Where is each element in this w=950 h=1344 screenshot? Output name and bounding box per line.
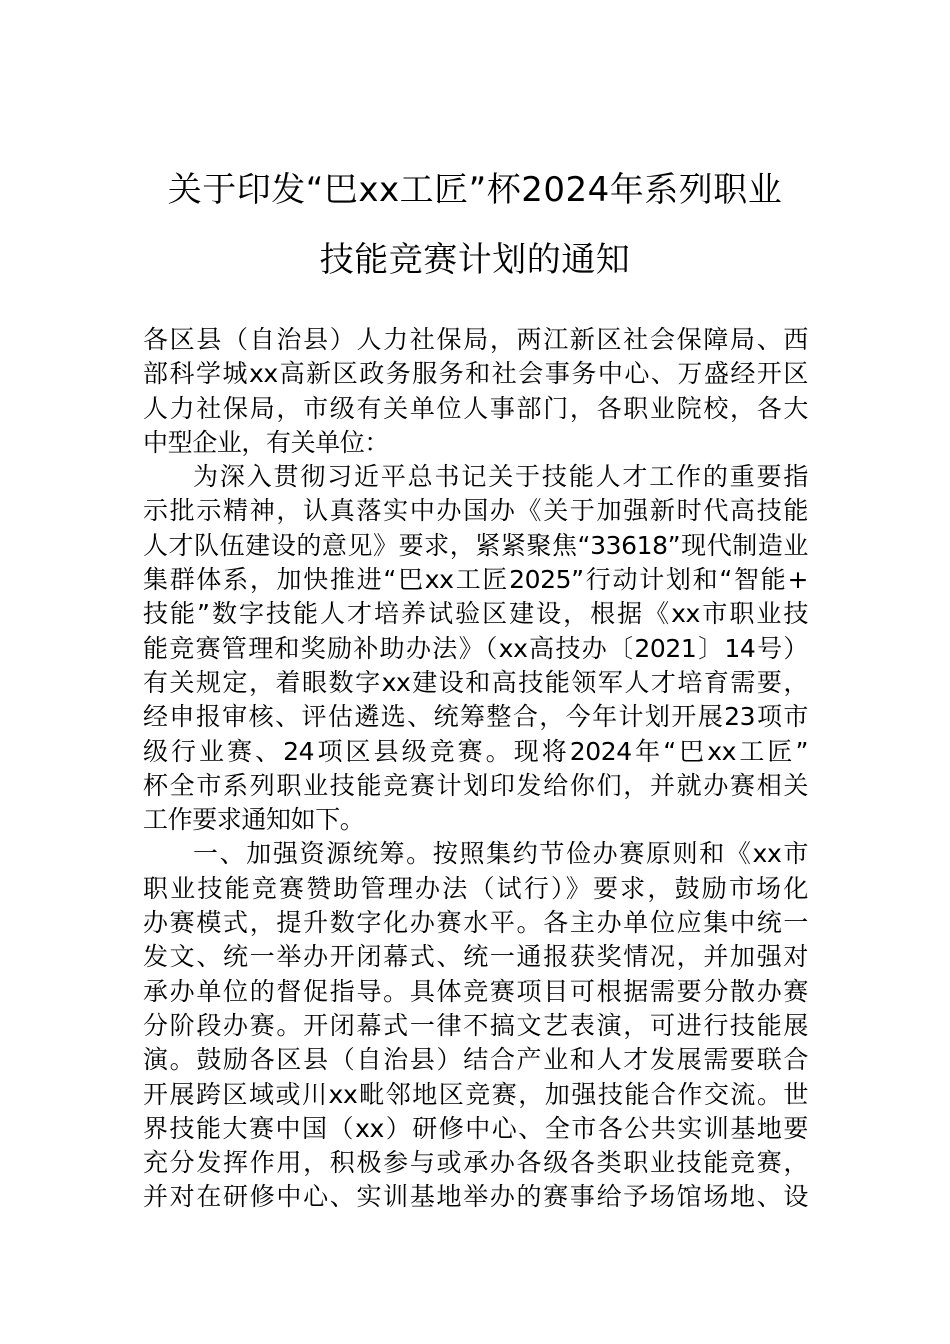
body-line: 承办单位的督促指导。具体竞赛项目可根据需要分散办赛: [143, 976, 808, 1006]
body-line: 职业技能竞赛赞助管理办法（试行）》要求，鼓励市场化: [143, 873, 808, 903]
body-line: 并对在研修中心、实训基地举办的赛事给予场馆场地、设: [143, 1182, 808, 1212]
body-line: 集群体系，加快推进“巴xx工匠2025”行动计划和“智能+: [143, 565, 808, 595]
body-line: 发文、统一举办开闭幕式、统一通报获奖情况，并加强对: [143, 942, 808, 972]
body-line: 经申报审核、评估遴选、统筹整合，今年计划开展23项市: [143, 702, 808, 732]
body-line: 办赛模式，提升数字化办赛水平。各主办单位应集中统一: [143, 908, 808, 938]
body-line: 一、加强资源统筹。按照集约节俭办赛原则和《xx市: [193, 839, 808, 869]
body-line: 能竞赛管理和奖励补助办法》（xx高技办〔2021〕14号）: [143, 633, 808, 663]
body-line: 分阶段办赛。开闭幕式一律不搞文艺表演，可进行技能展: [143, 1010, 808, 1040]
body-line: 为深入贯彻习近平总书记关于技能人才工作的重要指: [193, 462, 808, 492]
document-body: [143, 323, 808, 1215]
body-line: 充分发挥作用，积极参与或承办各级各类职业技能竞赛，: [143, 1148, 808, 1178]
body-line: 有关规定，着眼数字xx建设和高技能领军人才培育需要，: [143, 667, 808, 697]
body-line: 示批示精神，认真落实中办国办《关于加强新时代高技能: [143, 496, 808, 526]
body-line: 工作要求通知如下。: [143, 805, 365, 835]
body-line: 各区县（自治县）人力社保局，两江新区社会保障局、西: [143, 325, 808, 354]
body-line: 技能”数字技能人才培养试验区建设，根据《xx市职业技: [143, 599, 808, 629]
body-line: 人才队伍建设的意见》要求，紧紧聚焦“33618”现代制造业: [143, 530, 808, 560]
body-line: 开展跨区域或川xx毗邻地区竞赛，加强技能合作交流。世: [143, 1079, 808, 1109]
body-line: 杯全市系列职业技能竞赛计划印发给你们，并就办赛相关: [143, 770, 808, 800]
document-title-line-1: 关于印发“巴xx工匠”杯2024年系列职业: [167, 170, 783, 210]
body-line: 界技能大赛中国（xx）研修中心、全市各公共实训基地要: [143, 1113, 808, 1143]
body-line: 人力社保局，市级有关单位人事部门，各职业院校，各大: [143, 393, 808, 423]
body-line: 部科学城xx高新区政务服务和社会事务中心、万盛经开区: [143, 359, 808, 389]
body-line: 级行业赛、24项区县级竞赛。现将2024年“巴xx工匠”: [143, 736, 808, 766]
body-line: 中型企业，有关单位：: [143, 427, 390, 457]
document-title-line-2: 技能竞赛计划的通知: [319, 240, 631, 280]
body-line: 演。鼓励各区县（自治县）结合产业和人才发展需要联合: [143, 1045, 808, 1075]
